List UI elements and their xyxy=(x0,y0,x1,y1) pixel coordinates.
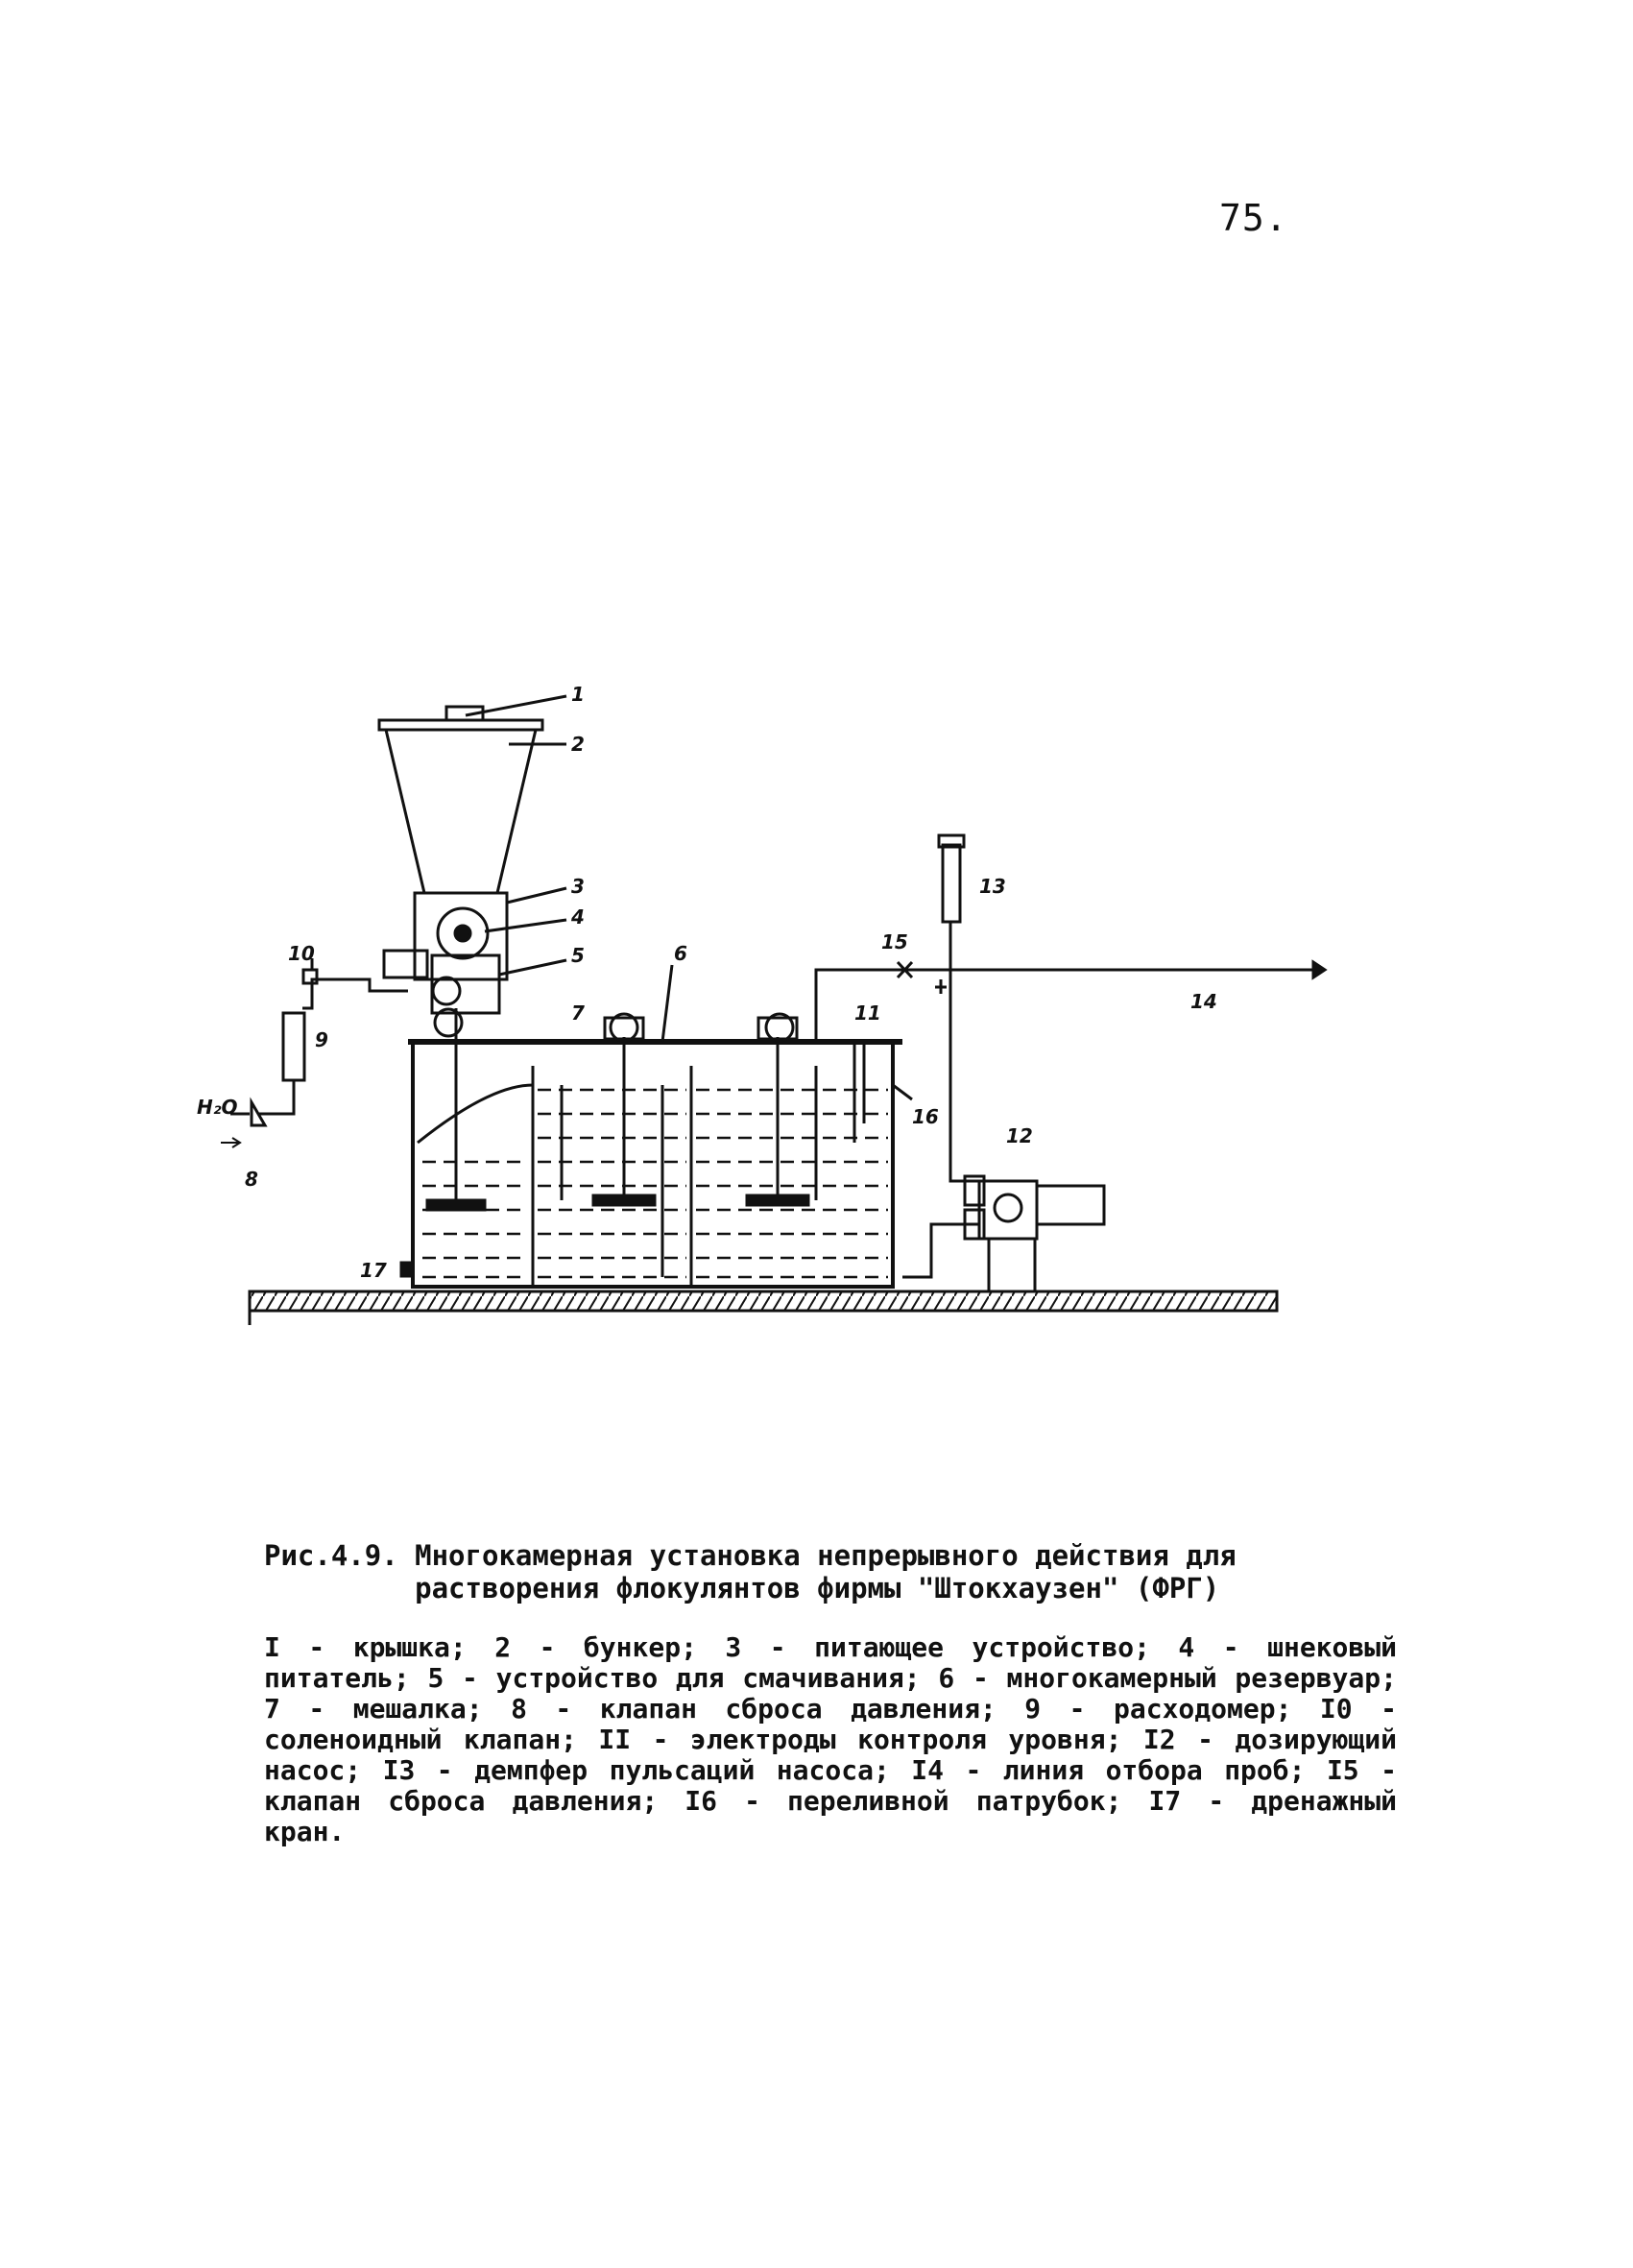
label-4: 4 xyxy=(571,905,585,929)
dosing-pump xyxy=(979,1181,1037,1239)
label-10: 10 xyxy=(288,942,315,965)
label-h2o: H₂O xyxy=(197,1096,238,1119)
flocculant-dissolving-unit-diagram xyxy=(197,663,1296,1354)
page-number: 75. xyxy=(1219,197,1288,239)
label-12: 12 xyxy=(1006,1124,1033,1147)
label-8: 8 xyxy=(245,1168,258,1191)
diagram-svg xyxy=(197,663,1296,1354)
label-9: 9 xyxy=(315,1028,328,1051)
solenoid-valve xyxy=(303,970,317,983)
hopper-bunker xyxy=(386,730,536,893)
label-5: 5 xyxy=(571,944,585,967)
label-15: 15 xyxy=(881,930,908,953)
multi-chamber-tank xyxy=(413,1042,893,1287)
label-6: 6 xyxy=(674,942,687,965)
label-1: 1 xyxy=(571,683,585,706)
mixer-blade-3 xyxy=(747,1195,808,1205)
pump-base xyxy=(989,1239,1035,1291)
label-16: 16 xyxy=(912,1105,939,1128)
mixer-blade-1 xyxy=(427,1200,485,1210)
pulsation-damper xyxy=(943,845,960,922)
caption-number: Рис.4.9. xyxy=(264,1539,416,1572)
label-17: 17 xyxy=(360,1259,387,1282)
figure-legend xyxy=(264,1632,1397,1847)
label-7: 7 xyxy=(571,1001,585,1025)
label-13: 13 xyxy=(979,875,1006,898)
caption-title: Многокамерная установка непрерывного действия для растворения флокулянтов фирмы "Штокхаузен" (ФРГ) xyxy=(415,1539,1237,1604)
legend-text: I - крышка; 2 - бункер; 3 - питающее устройство; 4 - шнековый питатель; 5 - устройство для смачивания; 6 - многокамерный резервуар; 7 - мешалка; 8 - клапан сброса давления; 9 - расходомер; I0 - соленоидный клапан; II - электроды контроля уровня; I2 - дозирующий насос; I3 - демпфер пульсаций насоса; I4 - линия отбора проб; I5 - клапан сброса давления; I6 - переливной патрубок; I7 - дренажный кран. xyxy=(264,1631,1397,1847)
label-11: 11 xyxy=(854,1001,881,1025)
label-14: 14 xyxy=(1190,990,1217,1013)
mixer-blade-2 xyxy=(593,1195,655,1205)
label-2: 2 xyxy=(571,733,585,756)
drain-valve xyxy=(401,1263,413,1276)
floor xyxy=(250,1291,1277,1311)
pump-motor xyxy=(1037,1186,1104,1224)
label-3: 3 xyxy=(571,875,585,898)
figure-caption xyxy=(264,1539,1416,1604)
flowmeter xyxy=(283,1013,304,1080)
overflow-pipe xyxy=(893,1085,912,1099)
